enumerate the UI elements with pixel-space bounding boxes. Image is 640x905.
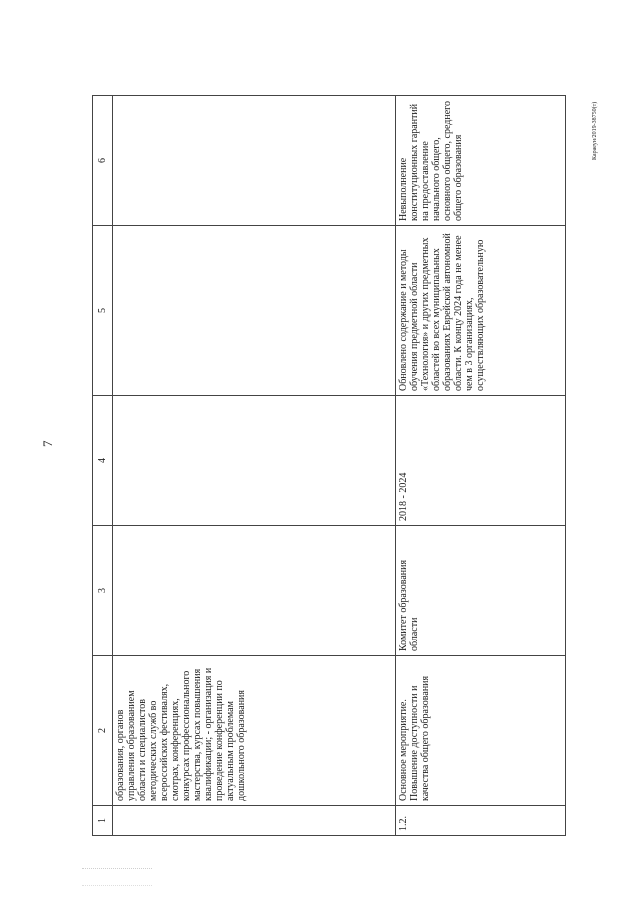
row2-result: Обновлено содержание и методы обучения предметной области «Технология» и других предметных областей во всех муниципальных образованиях Еврейской автономной области. К концу 2024 года не менее чем в 3 организациях, осуществляющих образовательную	[396, 226, 566, 396]
header-col-2: 2	[93, 656, 113, 806]
header-col-5: 5	[93, 226, 113, 396]
scan-artifact	[82, 868, 152, 886]
page-number: 7	[40, 440, 55, 447]
table-row	[113, 96, 396, 836]
header-col-1: 1	[93, 806, 113, 836]
header-col-3: 3	[93, 526, 113, 656]
row1-result	[113, 226, 396, 396]
row2-period: 2018 - 2024	[396, 396, 566, 526]
row2-executor: Комитет образования области	[396, 526, 566, 656]
row1-number	[113, 806, 396, 836]
row1-executor	[113, 526, 396, 656]
row2-consequence: Невыполнение конституционных гарантий на предоставление начального общего, основного общего, среднего общего образования	[396, 96, 566, 226]
row1-activity: образования, органов управления образованием области и специалистов методических служб во всероссийских фестивалях, смотрах, конференциях, конкурсах профессионального мастерства, курсах повышения квалификации; - организация и проведение конференции по актуальным проблемам дошкольного образования	[113, 656, 396, 806]
row1-period	[113, 396, 396, 526]
table-header-row	[93, 96, 113, 836]
table-row	[396, 96, 566, 836]
rotated-table-container	[92, 96, 566, 836]
header-col-6: 6	[93, 96, 113, 226]
row2-number: 1.2.	[396, 806, 566, 836]
row2-activity: Основное мероприятие. Повышение доступности и качества общего образования	[396, 656, 566, 806]
document-registration-note: Караеун/2019-38750(т)	[592, 101, 598, 160]
header-col-4: 4	[93, 396, 113, 526]
row1-consequence	[113, 96, 396, 226]
program-table	[92, 95, 566, 836]
